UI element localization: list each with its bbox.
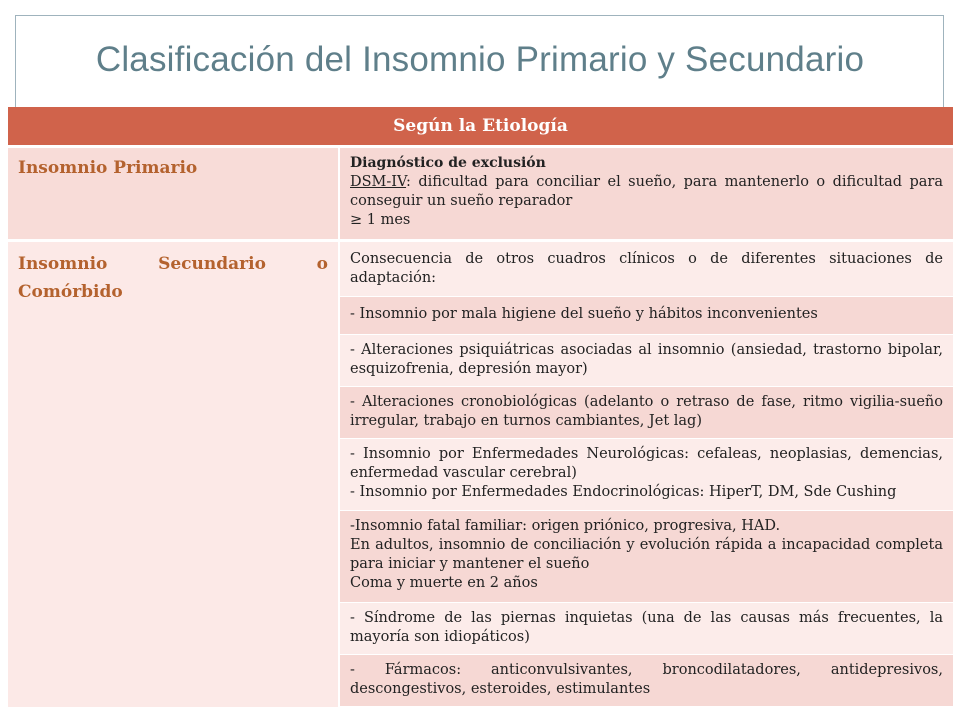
primario-duration: ≥ 1 mes	[350, 212, 411, 228]
secundario-row-3: - Alteraciones cronobiológicas (adelanto o retraso de fase, ritmo vigilia-sueño irregular, trabajo en turnos cambiantes, Jet lag)	[339, 387, 953, 439]
secundario-label-line1: Insomnio Secundario o	[18, 254, 328, 274]
secundario-row-1: - Insomnio por mala higiene del sueño y hábitos inconvenientes	[339, 297, 953, 335]
table-header-row	[8, 107, 953, 147]
secundario-row-2: - Alteraciones psiquiátricas asociadas al insomnio (ansiedad, trastorno bipolar, esquizofrenia, depresión mayor)	[339, 335, 953, 387]
primario-heading: Diagnóstico de exclusión	[350, 155, 546, 171]
table-row-primario	[8, 147, 953, 241]
insomnio-fatal-text: -Insomnio fatal familiar: origen priónico, progresiva, HAD.	[350, 518, 781, 534]
endocrinologicas-text: - Insomnio por Enfermedades Endocrinológicas: HiperT, DM, Sde Cushing	[350, 484, 897, 500]
classification-table	[8, 107, 953, 707]
primario-dsm: DSM-IV: dificultad para conciliar el sueño, para mantenerlo o dificultad para conseguir un sueño reparador	[350, 174, 943, 209]
table-row-secundario-0	[8, 241, 953, 297]
secundario-row-5	[339, 511, 953, 603]
secundario-row-7: - Fármacos: anticonvulsivantes, broncodilatadores, antidepresivos, descongestivos, esteroides, estimulantes	[339, 655, 953, 707]
secundario-label-line2: Comórbido	[18, 282, 123, 302]
primario-label: Insomnio Primario	[18, 158, 198, 178]
secundario-row-4	[339, 439, 953, 511]
secundario-label-cell	[8, 241, 339, 707]
secundario-row-6: - Síndrome de las piernas inquietas (una de las causas más frecuentes, la mayoría son idiopáticos)	[339, 603, 953, 655]
secundario-row-0: Consecuencia de otros cuadros clínicos o de diferentes situaciones de adaptación:	[339, 241, 953, 297]
primario-detail-cell	[339, 147, 953, 241]
adultos-text: En adultos, insomnio de conciliación y evolución rápida a incapacidad completa para iniciar y mantener el sueño	[350, 537, 943, 572]
dsm-iv-link: DSM-IV	[350, 174, 407, 190]
table-header: Según la Etiología	[8, 107, 953, 147]
neurologicas-text: - Insomnio por Enfermedades Neurológicas: cefaleas, neoplasias, demencias, enfermedad vascular cerebral)	[350, 446, 943, 481]
coma-text: Coma y muerte en 2 años	[350, 575, 538, 591]
slide-title: Clasificación del Insomnio Primario y Secundario	[95, 40, 865, 79]
primario-label-cell	[8, 147, 339, 241]
